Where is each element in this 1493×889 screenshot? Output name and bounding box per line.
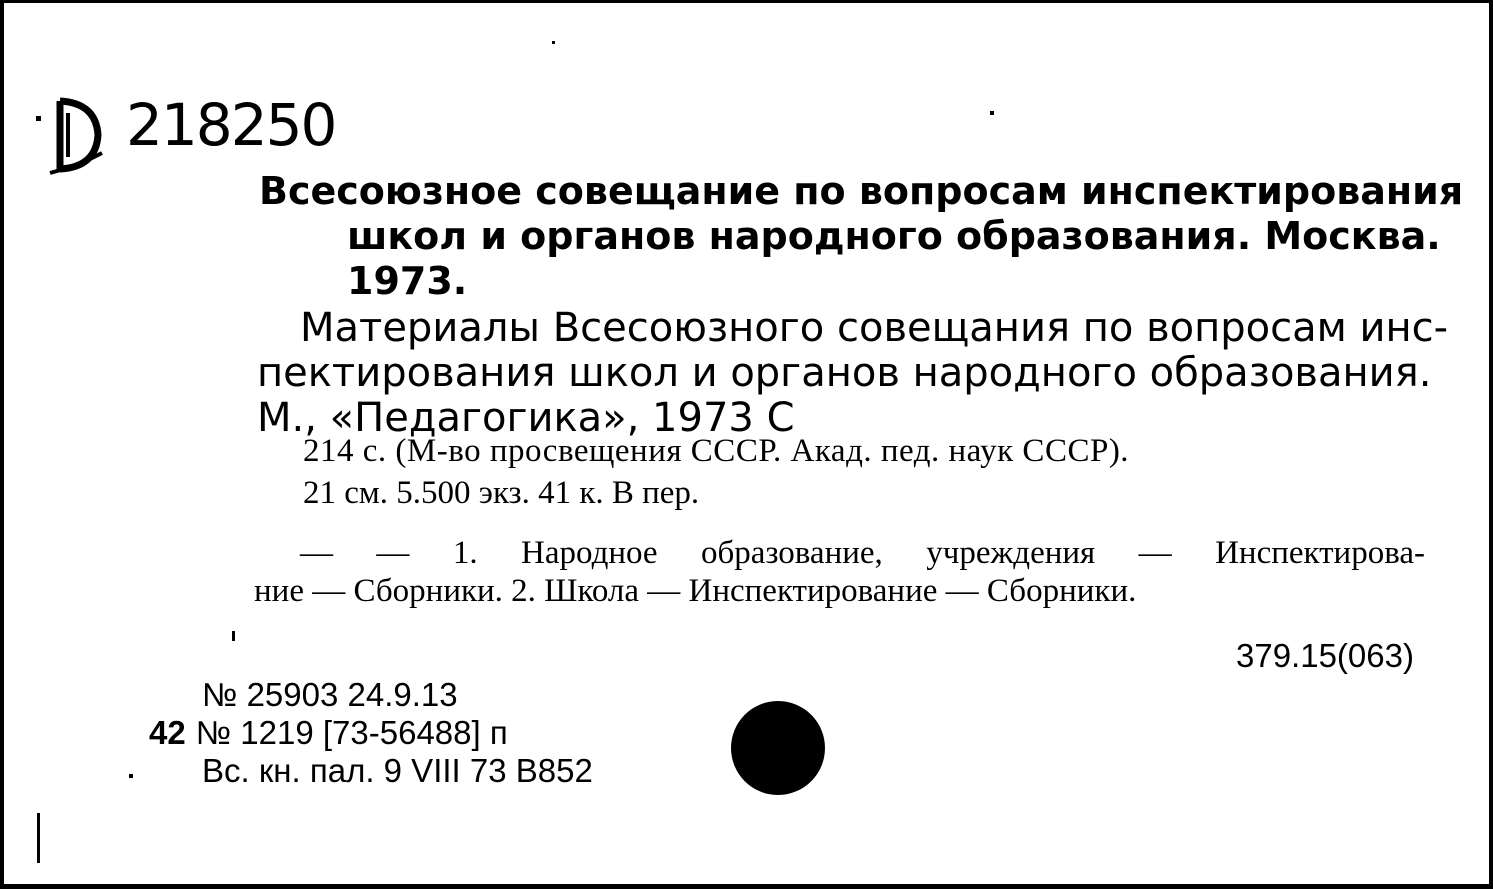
library-stamp-d-icon [48,95,106,175]
description-line-1: Материалы Всесоюзного совещания по вопросам инс- [300,305,1449,351]
description-line-2: пектирования школ и органов народного образования. [257,350,1432,396]
imprint-line-1: № 25903 24.9.13 [202,676,458,713]
speck-mark [552,41,555,44]
collation-line-1: 214 с. (М-во просвещения СССР. Акад. пед. наук СССР). [303,433,1130,469]
udc-classification: 379.15(063) [1236,637,1414,674]
speck-mark [37,813,40,863]
imprint-prefix: 42 [149,714,186,751]
punch-hole [731,701,825,795]
description-line-3: М., «Педагогика», 1973 С [257,395,795,441]
handwritten-catalog-number: 218250 [126,91,336,159]
title-line-1: Всесоюзное совещание по вопросам инспектирования [259,169,1464,213]
speck-mark [990,111,994,115]
title-line-3: 1973. [347,259,468,303]
imprint-line-3: Вс. кн. пал. 9 VIII 73 В852 [202,752,593,789]
subject-line-1: — — 1. Народное образование, учреждения — Инспектирова- [300,535,1425,571]
speck-mark [129,774,133,778]
title-line-2: школ и органов народного образования. Москва. [347,214,1441,258]
speck-mark [36,116,41,121]
imprint-order: № 1219 [73-56488] п [195,714,508,751]
subject-line-2: ние — Сборники. 2. Школа — Инспектирование — Сборники. [254,573,1137,609]
collation-line-2: 21 см. 5.500 экз. 41 к. В пер. [303,475,700,511]
imprint-line-2 [149,713,508,753]
speck-mark [232,631,235,641]
